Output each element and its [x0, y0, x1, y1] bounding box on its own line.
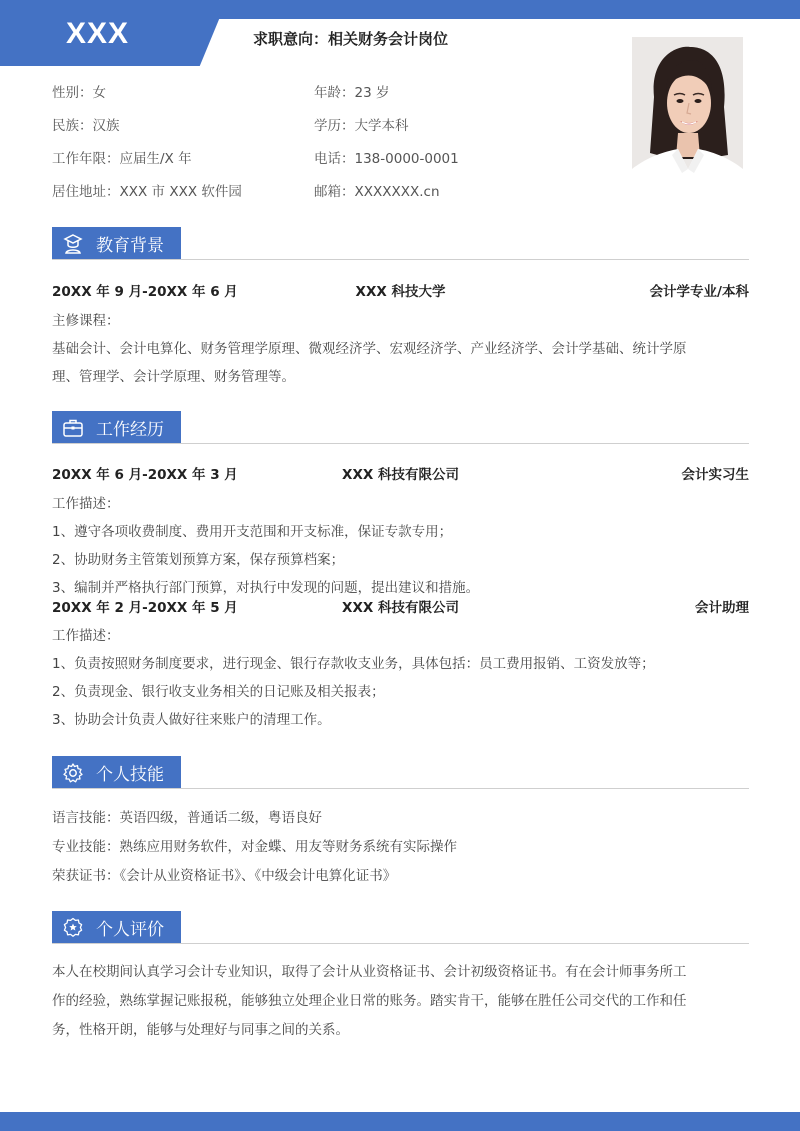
- desc-item: 3、协助会计负责人做好往来账户的清理工作。: [52, 712, 331, 728]
- evaluation-line: 务，性格开朗，能够与处理好与同事之间的关系。: [52, 1022, 349, 1038]
- info-phone: 电话：138-0000-0001: [314, 151, 459, 167]
- section-title-education: 教育背景: [96, 236, 164, 256]
- skill-item: 荣获证书：《会计从业资格证书》、《中级会计电算化证书》: [52, 868, 397, 884]
- skill-item: 专业技能：熟练应用财务软件，对金蝶、用友等财务系统有实际操作: [52, 839, 457, 855]
- evaluation-line: 作的经验，熟练掌握记账报税，能够独立处理企业日常的账务。踏实肯干，能够在胜任公司交代的工作和任: [52, 993, 687, 1009]
- info-work-years: 工作年限：应届生/X 年: [52, 151, 192, 167]
- briefcase-icon: [62, 417, 84, 439]
- section-work: [52, 411, 749, 444]
- section-title-work: 工作经历: [96, 420, 164, 440]
- section-divider: [52, 443, 749, 444]
- candidate-name: XXX: [66, 17, 130, 50]
- section-divider: [52, 943, 749, 944]
- bottom-accent-bar: [0, 1112, 800, 1131]
- evaluation-text: [52, 958, 749, 1045]
- desc-item: 1、负责按照财务制度要求，进行现金、银行存款收支业务，具体包括：员工费用报销、工资发放等；: [52, 656, 655, 672]
- section-divider: [52, 788, 749, 789]
- job-description: [52, 490, 749, 602]
- section-education: [52, 227, 749, 260]
- courses-line: 理、管理学、会计学原理、财务管理等。: [52, 369, 295, 385]
- education-period: 20XX 年 9 月-20XX 年 6 月: [52, 284, 238, 300]
- info-education: 学历：大学本科: [314, 118, 409, 134]
- section-title-skills: 个人技能: [96, 765, 164, 785]
- skills-list: [52, 804, 749, 891]
- profile-photo: [632, 37, 743, 193]
- desc-item: 3、编制并严格执行部门预算，对执行中发现的问题，提出建议和措施。: [52, 580, 480, 596]
- desc-item: 1、遵守各项收费制度、费用开支范围和开支标准，保证专款专用；: [52, 524, 453, 540]
- skill-item: 语言技能：英语四级，普通话二级，粤语良好: [52, 810, 322, 826]
- job-period: 20XX 年 6 月-20XX 年 3 月: [52, 467, 238, 483]
- job-position: 会计助理: [695, 600, 749, 616]
- job-row: [52, 463, 749, 483]
- education-major: 会计学专业/本科: [649, 284, 749, 300]
- info-ethnicity: 民族：汉族: [52, 118, 120, 134]
- job-company: XXX 科技有限公司: [342, 467, 459, 483]
- evaluation-line: 本人在校期间认真学习会计专业知识，取得了会计从业资格证书、会计初级资格证书。有在会计师事务所工: [52, 964, 687, 980]
- job-intent: 求职意向：相关财务会计岗位: [253, 30, 449, 48]
- desc-label: 工作描述：: [52, 628, 120, 644]
- courses-label: 主修课程：: [52, 313, 120, 329]
- section-evaluation: [52, 911, 749, 944]
- info-address: 居住地址：XXX 市 XXX 软件园: [52, 184, 242, 200]
- info-gender: 性别：女: [52, 85, 106, 101]
- desc-item: 2、协助财务主管策划预算方案，保存预算档案；: [52, 552, 345, 568]
- info-email: 邮箱：XXXXXXX.cn: [314, 184, 440, 200]
- desc-item: 2、负责现金、银行收支业务相关的日记账及相关报表；: [52, 684, 385, 700]
- job-position: 会计实习生: [681, 467, 749, 483]
- job-period: 20XX 年 2 月-20XX 年 5 月: [52, 600, 238, 616]
- education-school: XXX 科技大学: [355, 284, 446, 300]
- graduate-icon: [62, 233, 84, 255]
- section-title-evaluation: 个人评价: [96, 920, 164, 940]
- job-company: XXX 科技有限公司: [342, 600, 459, 616]
- job-description: [52, 622, 749, 734]
- section-skills: [52, 756, 749, 789]
- award-badge-icon: [62, 917, 84, 939]
- info-age: 年龄：23 岁: [314, 85, 390, 101]
- section-divider: [52, 259, 749, 260]
- job-row: [52, 596, 749, 616]
- courses-line: 基础会计、会计电算化、财务管理学原理、微观经济学、宏观经济学、产业经济学、会计学基础、统计学原: [52, 341, 687, 357]
- education-row: [52, 280, 749, 300]
- desc-label: 工作描述：: [52, 496, 120, 512]
- gear-icon: [62, 762, 84, 784]
- education-courses: [52, 307, 749, 391]
